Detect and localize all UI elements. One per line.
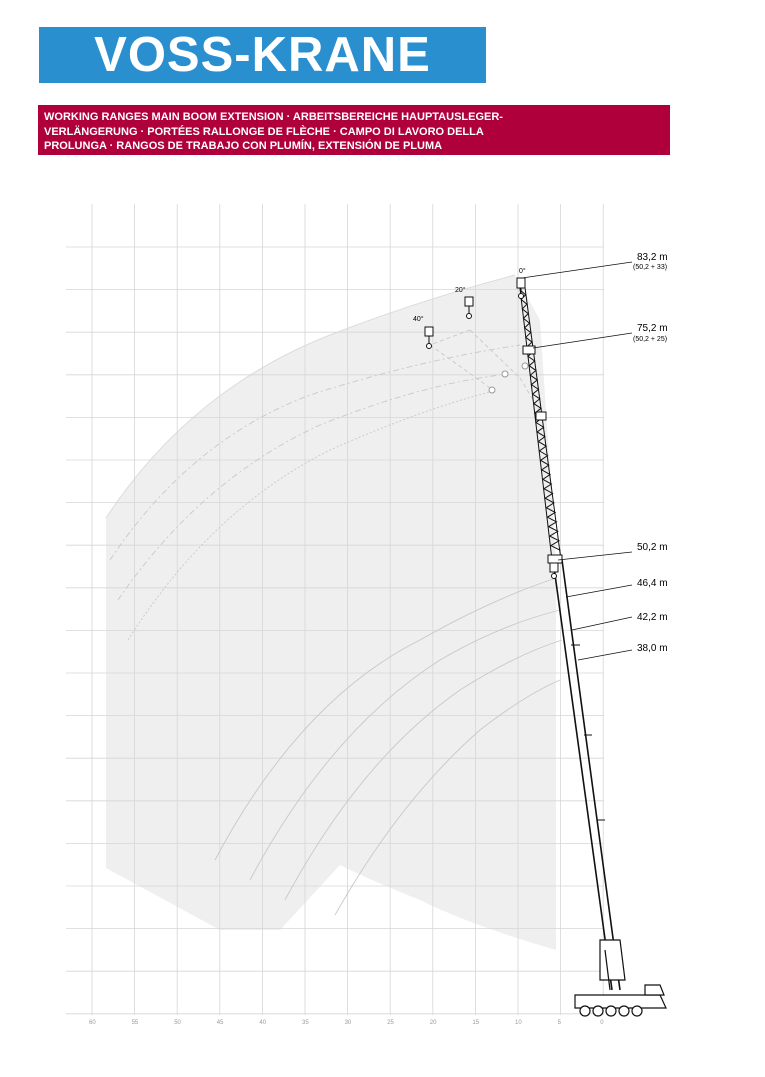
label-42-2: 42,2 m (637, 612, 668, 623)
main-boom (553, 560, 620, 990)
x-tick-label: 25 (387, 1020, 394, 1026)
x-tick-label: 50 (174, 1020, 181, 1026)
x-tick-label: 40 (259, 1020, 267, 1026)
working-range-envelope (106, 275, 556, 950)
angle-label-0: 0° (519, 268, 526, 275)
x-tick-label: 15 (472, 1020, 480, 1026)
x-axis-ticks (89, 1020, 604, 1026)
label-75-2-sub: (50,2 + 25) (633, 336, 668, 343)
x-tick-label: 45 (216, 1020, 224, 1026)
label-50-2: 50,2 m (637, 542, 668, 553)
label-75-2: 75,2 m (637, 323, 668, 334)
x-tick-label: 30 (344, 1020, 352, 1026)
crane-carrier (575, 940, 666, 1016)
x-tick-label: 35 (302, 1020, 309, 1026)
title-line-2: VERLÄNGERUNG · PORTÉES RALLONGE DE FLÈCHE · CAMPO DI LAVORO DELLA (44, 125, 484, 138)
voss-krane-logo: VOSS-KRANE (39, 27, 486, 83)
label-38-0: 38,0 m (637, 643, 668, 654)
x-tick-label: 10 (515, 1020, 522, 1026)
x-tick-label: 20 (429, 1020, 437, 1026)
x-tick-label: 5 (557, 1020, 561, 1026)
label-46-4: 46,4 m (637, 578, 668, 589)
x-tick-label: 0 (600, 1020, 604, 1026)
label-83-2: 83,2 m (637, 252, 668, 263)
x-tick-label: 55 (131, 1020, 139, 1026)
angle-label-40: 40° (413, 316, 424, 323)
title-line-1: WORKING RANGES MAIN BOOM EXTENSION · ARBEITSBEREICHE HAUPTAUSLEGER- (44, 111, 503, 123)
label-83-2-sub: (50,2 + 33) (633, 264, 668, 271)
title-line-3: PROLUNGA · RANGOS DE TRABAJO CON PLUMÍN, EXTENSIÓN DE PLUMA (44, 140, 443, 152)
x-tick-label: 60 (89, 1020, 96, 1026)
angle-label-20: 20° (455, 287, 466, 294)
